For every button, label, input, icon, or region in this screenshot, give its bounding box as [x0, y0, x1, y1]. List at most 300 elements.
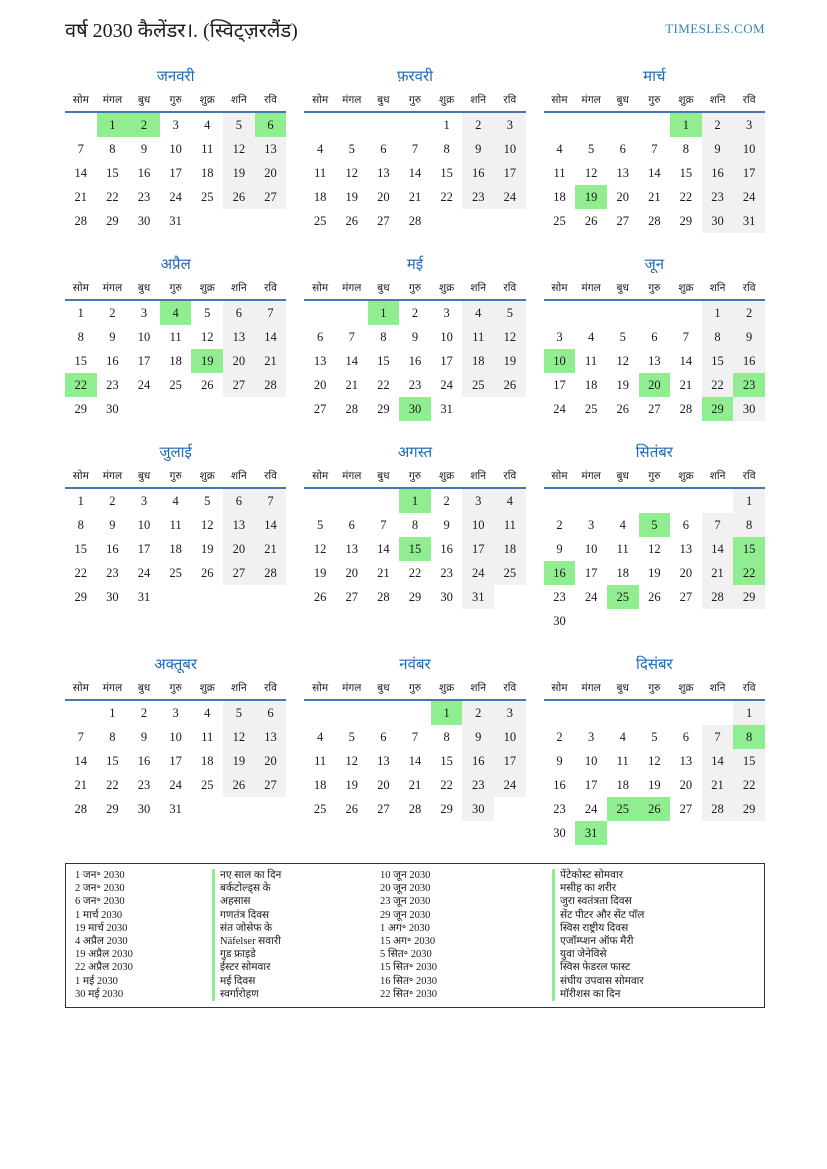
day-cell: 9 — [556, 753, 563, 768]
day-cell: 13 — [377, 753, 390, 768]
day-cell — [575, 609, 607, 633]
day-cell — [639, 489, 671, 513]
day-cell: 28 — [679, 401, 693, 416]
day-grid — [304, 301, 525, 421]
day-cell — [544, 489, 576, 513]
day-cell: 27 — [223, 561, 255, 585]
day-cell: 11 — [494, 513, 526, 537]
day-cell: 13 — [255, 725, 287, 749]
day-cell: 16 — [106, 353, 119, 368]
day-cell: 21 — [702, 561, 734, 585]
day-cell: 10 — [494, 137, 526, 161]
day-cell: 20 — [223, 349, 255, 373]
day-cell: 10 — [494, 725, 526, 749]
day-cell: 3 — [443, 305, 450, 320]
day-cell: 15 — [440, 753, 453, 768]
day-cell: 9 — [140, 141, 148, 156]
day-cell: 6 — [380, 141, 387, 156]
legend-date: 1 अग॰ 2030 — [380, 922, 430, 934]
day-cell: 29 — [733, 585, 765, 609]
day-cell — [304, 701, 336, 725]
day-cell: 21 — [408, 189, 422, 204]
day-cell — [670, 821, 702, 845]
weekday-header-row — [304, 91, 525, 111]
weekday-header-row — [544, 467, 765, 487]
day-cell: 11 — [169, 517, 182, 532]
day-cell: 12 — [584, 165, 598, 180]
day-cell: 8 — [733, 725, 765, 749]
day-cell: 22 — [408, 565, 422, 580]
day-cell: 3 — [587, 729, 595, 744]
day-cell: 7 — [411, 141, 419, 156]
weekday-header-row — [65, 679, 286, 699]
weekday-label: बुध — [377, 471, 390, 482]
day-cell: 22 — [74, 565, 88, 580]
day-cell: 30 — [137, 213, 151, 228]
day-cell: 9 — [462, 137, 494, 161]
day-cell: 11 — [616, 753, 629, 768]
month-block — [304, 67, 525, 233]
day-cell: 5 — [651, 729, 658, 744]
day-cell: 8 — [411, 517, 419, 532]
day-cell — [255, 397, 287, 421]
day-cell: 29 — [106, 801, 119, 816]
day-cell: 8 — [77, 517, 84, 532]
day-grid — [544, 701, 765, 845]
day-cell: 16 — [462, 161, 494, 185]
day-cell: 9 — [109, 329, 116, 344]
day-cell: 4 — [172, 493, 179, 508]
day-cell — [336, 701, 368, 725]
weekday-label: सोम — [312, 683, 329, 694]
day-cell: 16 — [544, 561, 576, 585]
day-cell: 13 — [345, 541, 358, 556]
weekday-label: मंगल — [342, 283, 362, 294]
day-cell — [462, 209, 494, 233]
day-cell: 1 — [399, 489, 431, 513]
day-cell: 11 — [585, 353, 598, 368]
legend-holiday-name: सेंट पीटर और सेंट पॉल — [552, 909, 756, 922]
page-header — [0, 0, 827, 43]
day-cell: 17 — [169, 165, 182, 180]
day-cell: 23 — [106, 565, 119, 580]
day-cell: 31 — [575, 821, 607, 845]
day-cell: 30 — [553, 825, 566, 840]
day-cell: 16 — [553, 777, 566, 792]
day-grid — [65, 301, 286, 421]
page-title: वर्ष 2030 कैलेंडर।. (स्विट्ज़रलैंड) — [65, 20, 298, 42]
day-cell — [494, 585, 526, 609]
day-cell: 13 — [679, 753, 693, 768]
day-cell: 20 — [345, 565, 358, 580]
day-cell: 25 — [584, 401, 598, 416]
day-cell: 21 — [679, 377, 693, 392]
month-block — [544, 67, 765, 233]
day-cell: 25 — [607, 585, 639, 609]
weekday-label: सोम — [551, 471, 568, 482]
day-cell — [607, 609, 639, 633]
day-cell: 4 — [494, 489, 526, 513]
day-cell: 7 — [702, 725, 734, 749]
day-cell: 29 — [74, 401, 88, 416]
day-cell: 30 — [733, 397, 765, 421]
day-grid — [65, 489, 286, 609]
day-cell: 22 — [733, 561, 765, 585]
day-cell: 27 — [255, 185, 287, 209]
weekday-label: रवि — [742, 95, 756, 106]
day-cell: 1 — [733, 701, 765, 725]
day-cell: 24 — [137, 565, 151, 580]
day-cell: 17 — [137, 541, 151, 556]
day-cell: 24 — [733, 185, 765, 209]
weekday-label: मंगल — [342, 471, 362, 482]
day-cell: 16 — [408, 353, 422, 368]
day-cell — [639, 113, 671, 137]
weekday-label: रवि — [503, 95, 517, 106]
weekday-label: मंगल — [342, 95, 362, 106]
day-cell: 25 — [607, 797, 639, 821]
day-cell: 6 — [348, 517, 355, 532]
day-cell: 9 — [109, 517, 116, 532]
day-cell — [639, 701, 671, 725]
day-cell: 30 — [399, 397, 431, 421]
weekday-label: शनि — [709, 283, 726, 294]
month-title: नवंबर — [399, 657, 431, 673]
day-cell: 22 — [106, 189, 119, 204]
weekday-label: गुरु — [408, 95, 422, 106]
legend-date: 30 मई 2030 — [75, 988, 124, 1000]
day-cell — [670, 609, 702, 633]
day-cell: 28 — [255, 373, 287, 397]
weekday-label: मंगल — [102, 471, 123, 482]
day-cell: 25 — [169, 377, 182, 392]
day-cell — [368, 701, 400, 725]
day-cell: 9 — [140, 729, 148, 744]
day-cell: 26 — [313, 589, 327, 604]
day-cell: 30 — [440, 589, 453, 604]
day-cell: 7 — [682, 329, 690, 344]
day-cell: 4 — [587, 329, 595, 344]
legend-group — [72, 869, 377, 1001]
day-cell: 24 — [169, 777, 182, 792]
legend-group — [377, 869, 756, 1001]
day-cell: 17 — [462, 537, 494, 561]
legend-date: 4 अप्रैल 2030 — [75, 935, 128, 947]
day-cell: 14 — [377, 541, 390, 556]
day-cell — [65, 113, 97, 137]
day-cell: 1 — [368, 301, 400, 325]
day-cell: 21 — [255, 349, 287, 373]
month-title: मार्च — [643, 69, 666, 85]
weekday-label: सोम — [551, 683, 568, 694]
day-cell: 3 — [556, 329, 563, 344]
day-cell: 1 — [109, 705, 116, 720]
day-cell: 29 — [377, 401, 390, 416]
day-cell: 22 — [377, 377, 390, 392]
day-cell: 21 — [408, 777, 422, 792]
day-cell: 2 — [411, 305, 419, 320]
day-cell: 9 — [733, 325, 765, 349]
day-cell: 19 — [345, 777, 358, 792]
day-cell — [160, 397, 192, 421]
day-cell: 23 — [702, 185, 734, 209]
day-cell: 26 — [345, 213, 358, 228]
legend-date: 6 जन॰ 2030 — [75, 896, 125, 908]
day-cell: 7 — [702, 513, 734, 537]
day-cell — [670, 301, 702, 325]
day-cell — [607, 821, 639, 845]
day-cell: 8 — [443, 141, 450, 156]
weekday-label: बुध — [616, 95, 629, 106]
day-cell: 29 — [733, 797, 765, 821]
legend-holiday-name: स्वर्गारोहण — [212, 988, 377, 1001]
day-cell: 18 — [584, 377, 598, 392]
day-cell: 1 — [443, 117, 450, 132]
weekday-label: शनि — [470, 683, 487, 694]
day-cell: 4 — [619, 729, 626, 744]
day-cell: 28 — [702, 797, 734, 821]
day-cell: 25 — [169, 565, 182, 580]
day-cell: 4 — [160, 301, 192, 325]
day-cell: 19 — [648, 777, 661, 792]
day-cell: 19 — [223, 749, 255, 773]
weekday-header-row — [65, 91, 286, 111]
day-cell: 26 — [223, 185, 255, 209]
weekday-header-row — [65, 467, 286, 487]
day-cell — [544, 301, 576, 325]
day-cell: 17 — [137, 353, 151, 368]
weekday-label: शुक्र — [678, 471, 694, 482]
day-cell: 15 — [679, 165, 693, 180]
day-cell: 22 — [440, 189, 453, 204]
day-cell — [494, 397, 526, 421]
weekday-label: शनि — [231, 683, 247, 694]
weekday-label: मंगल — [581, 95, 601, 106]
day-cell: 3 — [494, 113, 526, 137]
day-cell: 21 — [255, 537, 287, 561]
weekday-header-row — [304, 467, 525, 487]
day-cell: 5 — [587, 141, 595, 156]
day-cell: 1 — [431, 701, 463, 725]
day-cell — [607, 113, 639, 137]
day-cell: 16 — [733, 349, 765, 373]
weekday-label: गुरु — [169, 95, 182, 106]
day-cell: 24 — [553, 401, 566, 416]
legend-holiday-name: स्विस फेडरल फास्ट — [552, 961, 756, 974]
day-cell: 26 — [648, 589, 661, 604]
legend-holiday-name: एजॉम्प्शन ऑफ मैरी — [552, 935, 756, 948]
day-cell: 12 — [494, 325, 526, 349]
day-cell: 3 — [587, 517, 595, 532]
weekday-label: शनि — [709, 683, 726, 694]
day-cell: 15 — [74, 353, 88, 368]
legend-date: 16 सित॰ 2030 — [380, 975, 438, 987]
day-cell: 15 — [733, 537, 765, 561]
day-cell — [399, 113, 431, 137]
day-cell: 2 — [109, 305, 116, 320]
day-cell: 14 — [679, 353, 693, 368]
day-cell: 11 — [553, 165, 566, 180]
day-cell: 16 — [440, 541, 453, 556]
weekday-label: मंगल — [102, 283, 123, 294]
day-cell: 6 — [255, 113, 287, 137]
legend-holiday-name: स्विस राष्ट्रीय दिवस — [552, 922, 756, 935]
weekday-header-row — [304, 679, 525, 699]
day-cell: 23 — [440, 565, 453, 580]
day-cell: 1 — [733, 489, 765, 513]
weekday-label: गुरु — [408, 471, 422, 482]
day-cell: 7 — [651, 141, 658, 156]
day-cell: 25 — [462, 373, 494, 397]
day-cell: 4 — [317, 729, 324, 744]
day-cell: 22 — [679, 189, 693, 204]
day-cell: 30 — [702, 209, 734, 233]
day-cell: 20 — [616, 189, 629, 204]
month-block — [304, 655, 525, 821]
day-cell: 29 — [679, 213, 693, 228]
day-cell: 13 — [255, 137, 287, 161]
weekday-label: शुक्र — [678, 95, 694, 106]
legend-date: 1 मार्च 2030 — [75, 909, 123, 921]
day-cell: 28 — [74, 213, 88, 228]
day-cell: 26 — [201, 377, 214, 392]
day-cell: 25 — [313, 801, 327, 816]
day-cell: 20 — [377, 189, 390, 204]
day-cell: 18 — [313, 189, 327, 204]
weekday-label: रवि — [264, 471, 277, 482]
day-cell: 14 — [408, 753, 422, 768]
day-cell: 29 — [702, 397, 734, 421]
day-cell: 18 — [616, 565, 629, 580]
day-cell: 27 — [223, 373, 255, 397]
day-cell: 11 — [169, 329, 182, 344]
day-cell: 16 — [702, 161, 734, 185]
day-grid — [65, 701, 286, 821]
day-cell: 14 — [648, 165, 661, 180]
day-cell: 28 — [408, 213, 422, 228]
day-cell — [304, 301, 336, 325]
day-cell: 16 — [106, 541, 119, 556]
legend-date: 22 सित॰ 2030 — [380, 988, 438, 1000]
legend-date: 20 जून 2030 — [380, 883, 431, 895]
day-cell: 4 — [317, 141, 324, 156]
site-link[interactable]: TIMESLES.COM — [665, 21, 765, 36]
day-grid — [304, 701, 525, 821]
weekday-label: मंगल — [581, 683, 601, 694]
day-cell — [223, 397, 255, 421]
day-cell: 22 — [702, 373, 734, 397]
day-cell: 21 — [648, 189, 661, 204]
day-cell — [304, 489, 336, 513]
day-cell: 2 — [733, 301, 765, 325]
day-cell: 7 — [348, 329, 355, 344]
day-cell: 20 — [377, 777, 390, 792]
day-cell: 4 — [204, 705, 211, 720]
day-cell: 22 — [440, 777, 453, 792]
day-cell: 18 — [313, 777, 327, 792]
day-cell: 21 — [377, 565, 390, 580]
day-cell: 28 — [648, 213, 661, 228]
day-cell: 14 — [255, 513, 287, 537]
day-cell — [575, 113, 607, 137]
day-cell: 19 — [313, 565, 327, 580]
day-cell — [191, 397, 223, 421]
weekday-label: सोम — [312, 283, 329, 294]
weekday-label: शनि — [470, 283, 487, 294]
day-cell: 12 — [201, 517, 214, 532]
day-cell: 11 — [462, 325, 494, 349]
day-cell — [255, 585, 287, 609]
day-cell: 5 — [223, 113, 255, 137]
day-cell: 12 — [616, 353, 629, 368]
day-cell: 21 — [74, 189, 88, 204]
day-cell: 31 — [137, 589, 151, 604]
day-cell — [368, 113, 400, 137]
day-cell: 6 — [255, 701, 287, 725]
day-cell: 10 — [462, 513, 494, 537]
day-cell: 24 — [584, 801, 598, 816]
month-title: मई — [406, 257, 424, 273]
weekday-label: शनि — [231, 283, 247, 294]
day-cell — [607, 301, 639, 325]
weekday-label: रवि — [503, 471, 517, 482]
day-cell: 15 — [106, 165, 119, 180]
day-cell — [733, 609, 765, 633]
day-cell: 24 — [494, 185, 526, 209]
day-cell: 17 — [440, 353, 453, 368]
legend-holiday-name: मई दिवस — [212, 975, 377, 988]
day-cell: 10 — [584, 753, 598, 768]
day-cell: 3 — [494, 701, 526, 725]
day-cell: 28 — [377, 589, 390, 604]
day-cell: 17 — [584, 565, 598, 580]
legend-date: 1 जन॰ 2030 — [75, 870, 125, 881]
day-cell: 10 — [440, 329, 453, 344]
day-cell: 19 — [345, 189, 358, 204]
legend-holiday-name: मॉरीशस का दिन — [552, 988, 756, 1001]
day-cell: 3 — [140, 305, 148, 320]
day-cell: 19 — [201, 541, 214, 556]
day-cell: 21 — [702, 773, 734, 797]
day-cell: 12 — [313, 541, 327, 556]
day-cell: 27 — [377, 213, 390, 228]
day-cell: 10 — [733, 137, 765, 161]
day-cell: 27 — [679, 589, 693, 604]
day-cell: 15 — [399, 537, 431, 561]
day-cell — [304, 113, 336, 137]
day-cell: 9 — [556, 541, 563, 556]
weekday-label: बुध — [137, 283, 151, 294]
weekday-header-row — [544, 91, 765, 111]
weekday-label: रवि — [742, 283, 756, 294]
day-cell: 13 — [377, 165, 390, 180]
day-cell: 7 — [255, 489, 287, 513]
day-cell: 17 — [584, 777, 598, 792]
day-cell: 19 — [494, 349, 526, 373]
day-cell: 19 — [648, 565, 661, 580]
day-cell: 24 — [584, 589, 598, 604]
month-block — [544, 255, 765, 421]
day-cell: 10 — [169, 729, 182, 744]
weekday-label: गुरु — [169, 683, 182, 694]
legend-date: 10 जून 2030 — [380, 870, 431, 881]
weekday-label: बुध — [377, 95, 390, 106]
day-cell: 2 — [443, 493, 450, 508]
weekday-label: रवि — [264, 95, 277, 106]
day-cell: 20 — [313, 377, 327, 392]
day-cell: 31 — [733, 209, 765, 233]
day-cell: 23 — [137, 189, 151, 204]
